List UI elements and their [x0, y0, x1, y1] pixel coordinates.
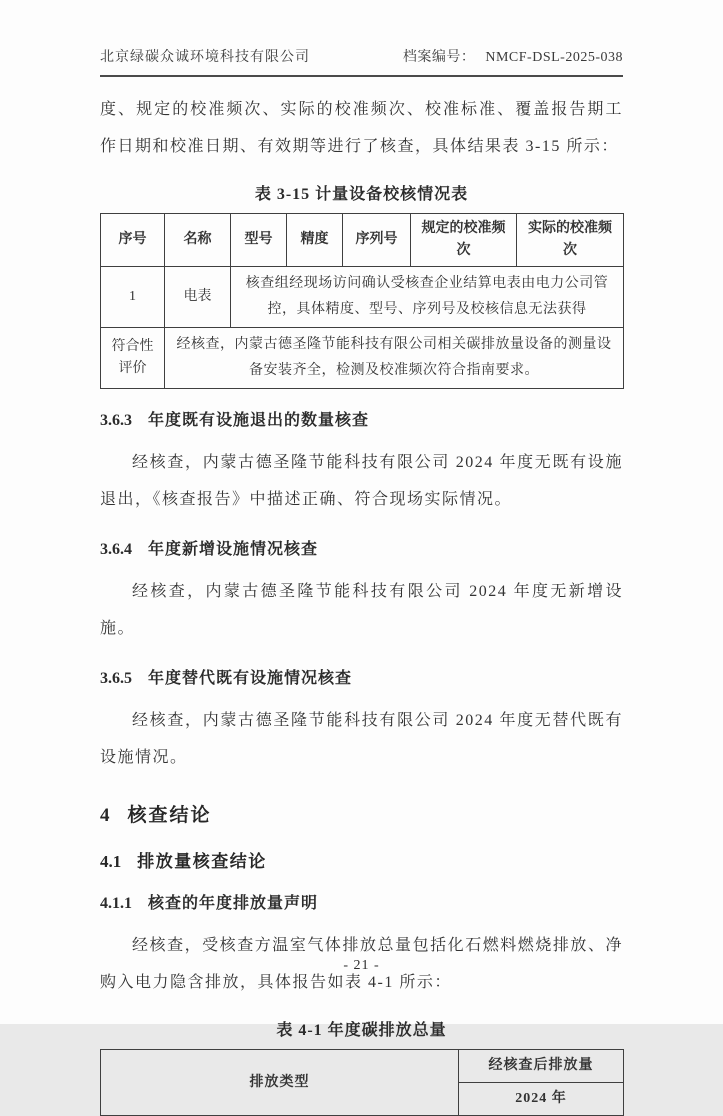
archive-label: 档案编号： [402, 50, 476, 65]
heading-title: 排放量核查结论 [137, 852, 267, 871]
heading-number: 3.6.5 [100, 670, 132, 687]
heading-number: 3.6.3 [100, 412, 132, 429]
heading-number: 4 [100, 805, 110, 826]
page-header [100, 46, 623, 77]
cell-device-note: 核查组经现场访问确认受核查企业结算电表由电力公司管控，具体精度、型号、序列号及校核信息无法获得 [231, 267, 624, 328]
cell-verified-emissions: 经核查后排放量 [459, 1050, 624, 1083]
intro-paragraph: 度、规定的校准频次、实际的校准频次、校准标准、覆盖报告期工作日期和校准日期、有效期等进行了核查，具体结果表 3-15 所示： [100, 101, 623, 155]
heading-3-6-5 [100, 665, 623, 688]
cell-year: 2024 年 [459, 1083, 624, 1116]
col-header-serial: 序列号 [343, 214, 411, 267]
paragraph-3-6-3: 经核查，内蒙古德圣隆节能科技有限公司 2024 年度无既有设施退出，《核查报告》中描述正确、符合现场实际情况。 [100, 454, 623, 508]
page-number: - 21 - [343, 958, 380, 973]
cell-seq: 1 [101, 267, 165, 328]
cell-conformity-label: 符合性评价 [101, 328, 165, 389]
heading-number: 4.1 [100, 852, 122, 871]
heading-3-6-3 [100, 407, 623, 430]
cell-conformity-note: 经核查，内蒙古德圣隆节能科技有限公司相关碳排放量设备的测量设备安装齐全，检测及校准频次符合指南要求。 [165, 328, 624, 389]
heading-4-1-1 [100, 890, 623, 913]
table-row [101, 267, 624, 328]
heading-title: 核查结论 [127, 805, 212, 826]
cell-name: 电表 [165, 267, 231, 328]
heading-title: 年度替代既有设施情况核查 [148, 670, 353, 687]
table-4-1 [100, 1049, 624, 1116]
table-3-15-title: 表 3-15 计量设备校核情况表 [254, 186, 469, 203]
table-3-15 [100, 213, 624, 389]
heading-number: 3.6.4 [100, 541, 132, 558]
col-header-name: 名称 [165, 214, 231, 267]
archive-number: NMCF-DSL-2025-038 [485, 50, 623, 65]
col-header-seq: 序号 [101, 214, 165, 267]
col-header-actual-freq: 实际的校准频次 [517, 214, 624, 267]
col-header-model: 型号 [231, 214, 287, 267]
header-company-name: 北京绿碳众诚环境科技有限公司 [100, 50, 310, 65]
heading-title: 年度新增设施情况核查 [148, 541, 319, 558]
table-row [101, 328, 624, 389]
paragraph-3-6-5: 经核查，内蒙古德圣隆节能科技有限公司 2024 年度无替代既有设施情况。 [100, 712, 623, 766]
heading-3-6-4 [100, 536, 623, 559]
table-row [101, 214, 624, 267]
paragraph-3-6-4: 经核查，内蒙古德圣隆节能科技有限公司 2024 年度无新增设施。 [100, 583, 623, 637]
col-header-required-freq: 规定的校准频次 [411, 214, 517, 267]
table-row [101, 1050, 624, 1083]
heading-number: 4.1.1 [100, 895, 132, 912]
cell-emission-type: 排放类型 [101, 1050, 459, 1116]
heading-4 [100, 800, 623, 827]
col-header-precision: 精度 [287, 214, 343, 267]
heading-title: 核查的年度排放量声明 [148, 895, 319, 912]
heading-4-1 [100, 847, 623, 872]
header-archive [403, 46, 623, 66]
paragraph-4-1-1: 经核查，受核查方温室气体排放总量包括化石燃料燃烧排放、净购入电力隐含排放，具体报告如表 4-1 所示： [100, 937, 623, 991]
table-4-1-title: 表 4-1 年度碳排放总量 [276, 1022, 447, 1039]
heading-title: 年度既有设施退出的数量核查 [148, 412, 370, 429]
